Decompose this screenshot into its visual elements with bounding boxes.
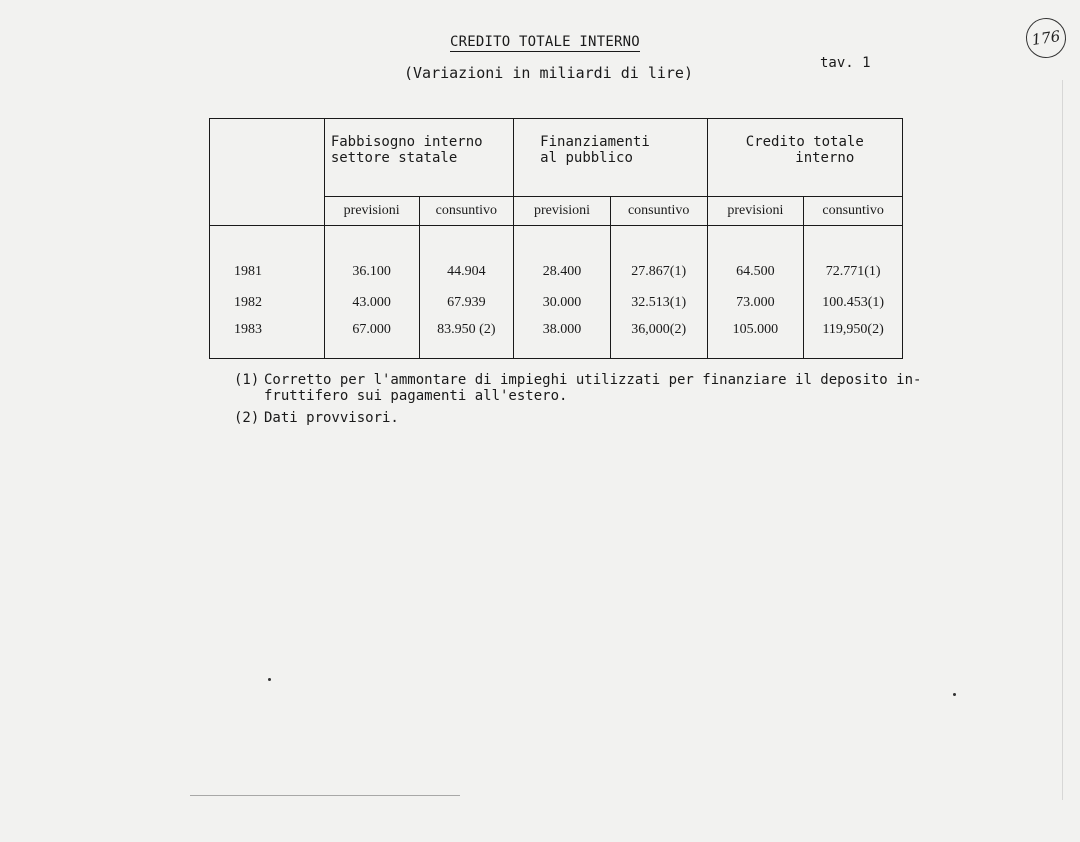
credit-table: [209, 118, 903, 359]
value-cell: 36.100: [324, 256, 419, 287]
group-header-line: Credito totale: [745, 134, 864, 150]
value-cell: 100.453(1): [804, 287, 903, 318]
footnotes: [234, 372, 921, 432]
value-cell: 27.867(1): [610, 256, 707, 287]
group-header-finanziamenti: [514, 119, 707, 197]
value-cell: 43.000: [324, 287, 419, 318]
table-row: [210, 256, 903, 287]
column-header: previsioni: [324, 197, 419, 226]
year-cell: 1982: [210, 287, 325, 318]
group-header-line: al pubblico: [540, 150, 633, 166]
page-number-stamp: 176: [1023, 15, 1068, 60]
column-header: previsioni: [514, 197, 611, 226]
footnote-text: Dati provvisori.: [264, 410, 399, 426]
value-cell: 72.771(1): [804, 256, 903, 287]
scan-speck: [953, 693, 956, 696]
value-cell: 30.000: [514, 287, 611, 318]
spacer-row: [210, 226, 903, 257]
footnote-1: [234, 372, 921, 404]
table-reference: tav. 1: [820, 55, 871, 71]
group-header-line: Fabbisogno interno: [330, 134, 483, 150]
scan-speck: [268, 678, 271, 681]
value-cell: 36,000(2): [610, 318, 707, 359]
scan-artifact-line: [190, 795, 460, 796]
corner-cell: [210, 119, 325, 226]
year-cell: 1983: [210, 318, 325, 359]
value-cell: 32.513(1): [610, 287, 707, 318]
column-header: consuntivo: [419, 197, 514, 226]
table-row: [210, 287, 903, 318]
column-header: consuntivo: [610, 197, 707, 226]
value-cell: 38.000: [514, 318, 611, 359]
footnote-number: (1): [234, 372, 260, 388]
group-header-row: [210, 119, 903, 197]
value-cell: 64.500: [707, 256, 804, 287]
value-cell: 44.904: [419, 256, 514, 287]
column-header: previsioni: [707, 197, 804, 226]
footnote-text: Corretto per l'ammontare di impieghi utilizzati per finanziare il deposito in-: [264, 372, 922, 388]
value-cell: 83.950 (2): [419, 318, 514, 359]
group-header-line: settore statale: [330, 150, 458, 166]
group-header-line: interno: [795, 150, 855, 166]
footnote-text-continued: fruttifero sui pagamenti all'estero.: [264, 388, 568, 404]
footnote-number: (2): [234, 410, 260, 426]
group-header-credito: [707, 119, 902, 197]
page-title: CREDITO TOTALE INTERNO: [450, 34, 640, 50]
value-cell: 105.000: [707, 318, 804, 359]
footnote-2: [234, 410, 921, 426]
value-cell: 67.000: [324, 318, 419, 359]
value-cell: 67.939: [419, 287, 514, 318]
scan-edge-line: [1062, 80, 1063, 800]
year-cell: 1981: [210, 256, 325, 287]
page-subtitle: (Variazioni in miliardi di lire): [404, 64, 693, 82]
table-row: [210, 318, 903, 359]
value-cell: 28.400: [514, 256, 611, 287]
group-header-fabbisogno: [324, 119, 513, 197]
value-cell: 73.000: [707, 287, 804, 318]
column-header: consuntivo: [804, 197, 903, 226]
group-header-line: Finanziamenti: [540, 134, 650, 150]
value-cell: 119,950(2): [804, 318, 903, 359]
